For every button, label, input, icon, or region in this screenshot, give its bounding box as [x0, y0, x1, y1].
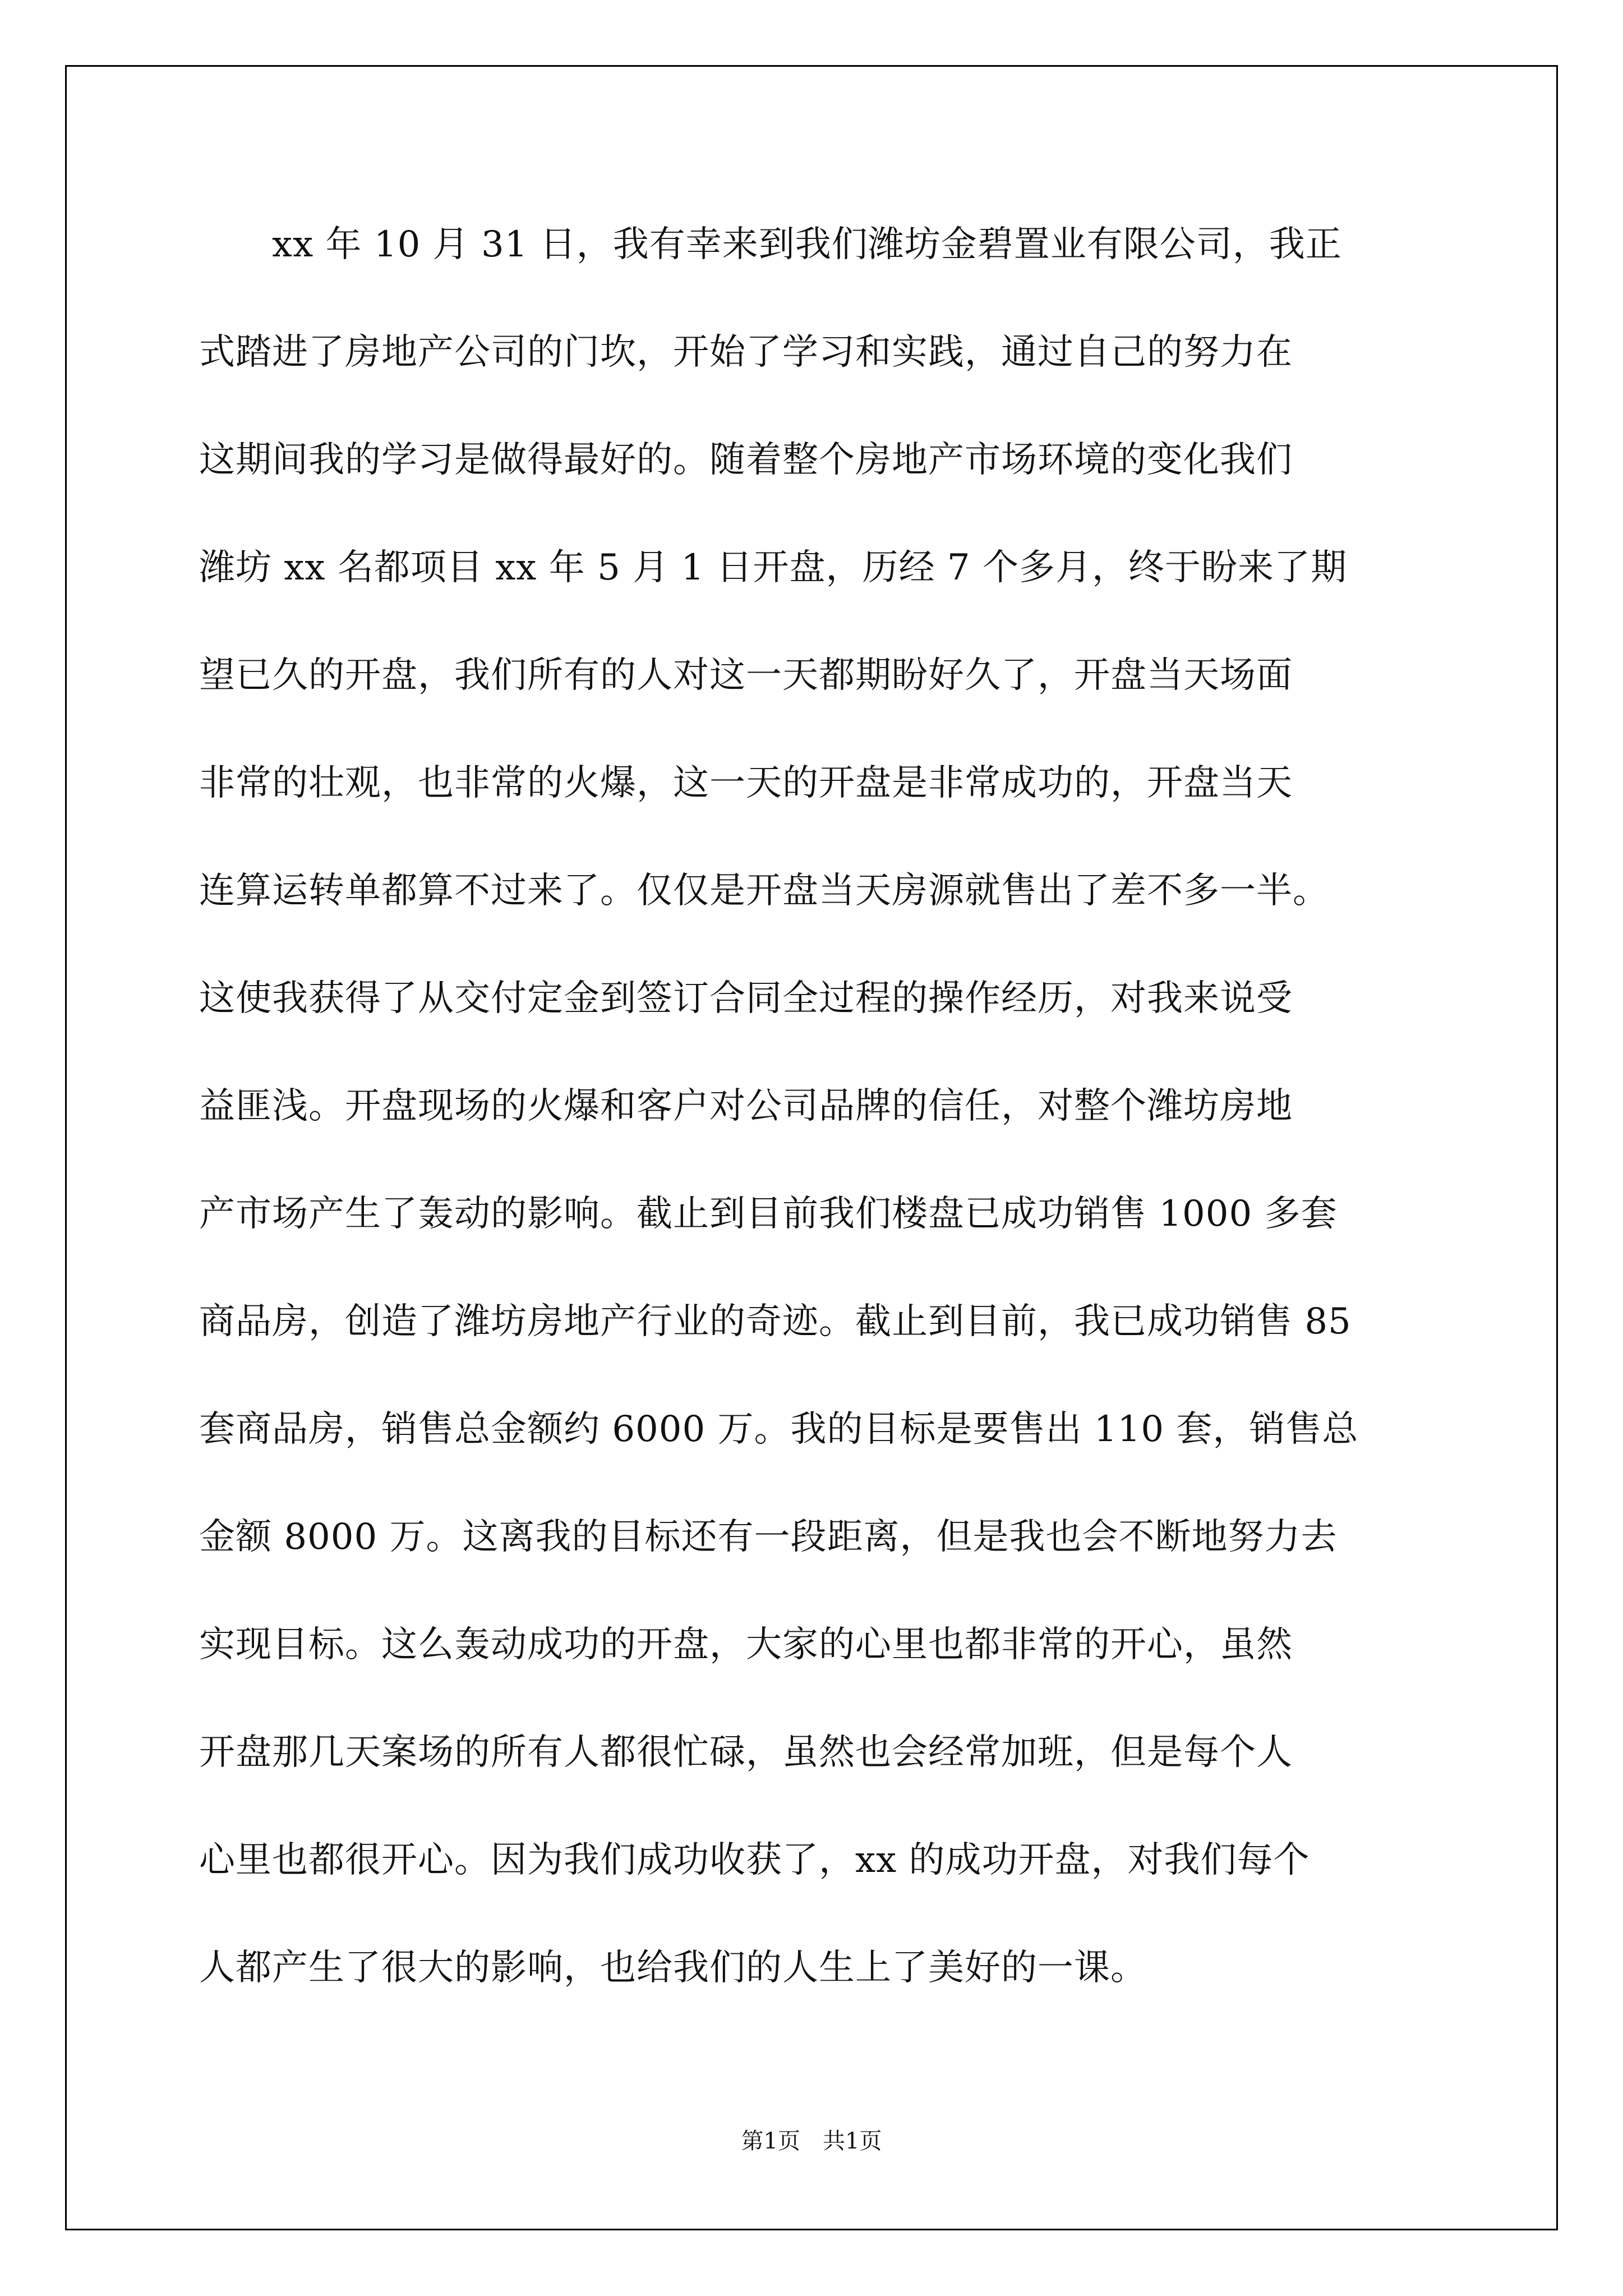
- text-line-5: 望已久的开盘，我们所有的人对这一天都期盼好久了，开盘当天场面: [199, 655, 1293, 696]
- text-line-15: 开盘那几天案场的所有人都很忙碌，虽然也会经常加班，但是每个人: [199, 1732, 1293, 1773]
- text-line-2: 式踏进了房地产公司的门坎，开始了学习和实践，通过自己的努力在: [199, 332, 1293, 373]
- text-line-14: 实现目标。这么轰动成功的开盘，大家的心里也都非常的开心，虽然: [199, 1624, 1293, 1665]
- text-line-13: 金额 8000 万。这离我的目标还有一段距离，但是我也会不断地努力去: [199, 1516, 1338, 1558]
- text-line-8: 这使我获得了从交付定金到签订合同全过程的操作经历，对我来说受: [199, 978, 1293, 1019]
- text-line-10: 产市场产生了轰动的影响。截止到目前我们楼盘已成功销售 1000 多套: [199, 1193, 1338, 1235]
- text-line-4: 潍坊 xx 名都项目 xx 年 5 月 1 日开盘，历经 7 个多月，终于盼来了期: [199, 547, 1347, 588]
- body-paragraph: [199, 209, 1455, 2040]
- text-line-7: 连算运转单都算不过来了。仅仅是开盘当天房源就售出了差不多一半。: [199, 870, 1329, 912]
- text-line-12: 套商品房，销售总金额约 6000 万。我的目标是要售出 110 套，销售总: [199, 1409, 1359, 1450]
- text-line-17: 人都产生了很大的影响，也给我们的人生上了美好的一课。: [199, 1947, 1147, 1989]
- text-line-3: 这期间我的学习是做得最好的。随着整个房地产市场环境的变化我们: [199, 439, 1293, 481]
- text-line-6: 非常的壮观，也非常的火爆，这一天的开盘是非常成功的，开盘当天: [199, 762, 1293, 804]
- text-line-9: 益匪浅。开盘现场的火爆和客户对公司品牌的信任，对整个潍坊房地: [199, 1085, 1293, 1127]
- text-line-1: xx 年 10 月 31 日，我有幸来到我们潍坊金碧置业有限公司，我正: [199, 224, 1342, 265]
- text-line-11: 商品房，创造了潍坊房地产行业的奇迹。截止到目前，我已成功销售 85: [199, 1301, 1352, 1342]
- text-line-16: 心里也都很开心。因为我们成功收获了，xx 的成功开盘，对我们每个: [199, 1839, 1310, 1881]
- page-number-footer: 第1页 共1页: [741, 2128, 882, 2154]
